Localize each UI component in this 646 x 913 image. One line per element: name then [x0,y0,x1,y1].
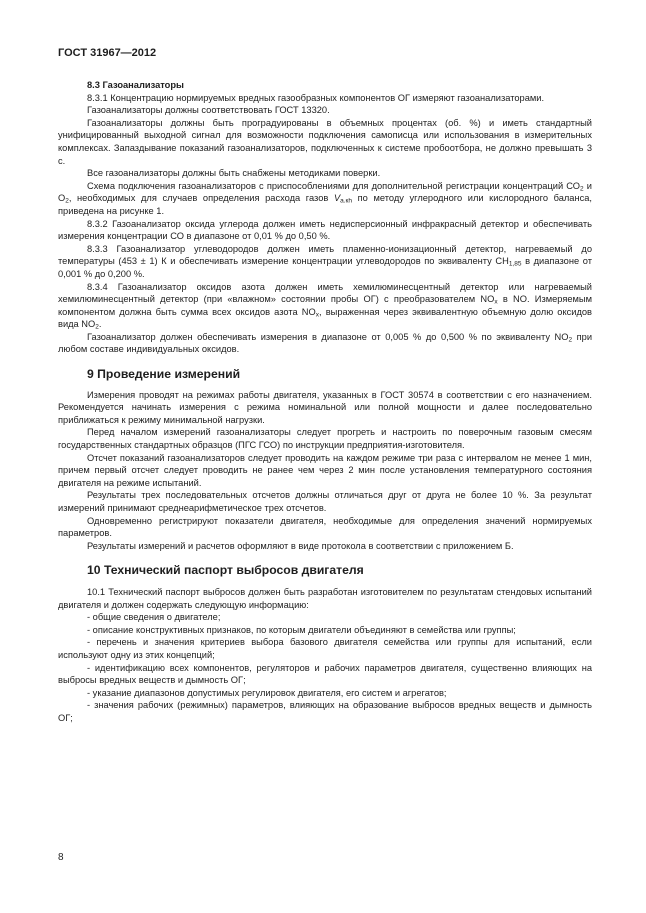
list-item: - перечень и значения критериев выбора базового двигателя семейства или группы для испытаний, если используют одну из этих концепций; [58,637,592,660]
paragraph-calibration: Газоанализаторы должны быть проградуированы в объемных процентах (об. %) и иметь стандартный унифицированный выходной сигнал для возможности подключения самописца или использования в измерительных комплексах. Запаздывание показаний газоанализаторов, подключенных к системе пробоотбора, не должно превышать 3 с. [58,117,592,166]
page-number: 8 [58,852,64,863]
paragraph-9-3: Отсчет показаний газоанализаторов следует проводить на каждом режиме три раза с интервалом не менее 1 мин, причем первый отсчет следует проводить не ранее чем через 2 мин после установления температурного состояния двигателя на режиме испытаний. [58,452,592,488]
paragraph-verification: Все газоанализаторы должны быть снабжены методиками поверки. [87,168,381,179]
list-item: - значения рабочих (режимных) параметров, влияющих на образование выбросов вредных веществ и дымность ОГ; [58,700,592,723]
paragraph-8-3-1: 8.3.1 Концентрацию нормируемых вредных газообразных компонентов ОГ измеряют газоанализаторами. [87,92,545,103]
subsection-title-8-3: 8.3 Газоанализаторы [87,80,184,90]
list-item: - описание конструктивных признаков, по которым двигатели объединяют в семейства или группы; [87,624,516,635]
section-title-9: 9 Проведение измерений [87,367,241,382]
paragraph-9-6: Результаты измерений и расчетов оформляют в виде протокола в соответствии с приложением Б. [87,540,514,551]
paragraph-8-3-2: 8.3.2 Газоанализатор оксида углерода должен иметь недисперсионный инфракрасный детектор и обеспечивать измерения концентрации СО в диапазоне от 0,01 % до 0,50 %. [58,218,592,242]
list-item: - идентификацию всех компонентов, регуляторов и рабочих параметров двигателя, существенно влияющих на выбросы вредных веществ и дымность ОГ; [58,662,592,686]
paragraph-8-3-3: 8.3.3 Газоанализатор углеводородов должен иметь пламенно-ионизационный детектор, нагреваемый до температуры (453 ± 1) К и обеспечивать измерение концентрации углеводородов по эквиваленту $СН_{1,85}$ в диапазоне от 0,001 % до 0,200 %. [58,243,592,279]
paragraph-9-5: Одновременно регистрируют показатели двигателя, необходимые для определения значений нормируемых параметров. [58,515,592,539]
document-header: ГОСТ 31967—2012 [58,47,157,59]
paragraph-10-1: 10.1 Технический паспорт выбросов должен быть разработан изготовителем по результатам стендовых испытаний двигателя и должен содержать следующую информацию: [58,586,592,610]
list-item: - общие сведения о двигателе; [87,612,221,623]
paragraph-connection-scheme: Схема подключения газоанализаторов с приспособлениями для дополнительной регистрации концентраций $СО_2$ и $О_2$, необходимых для случаев определения расхода газов $V_{a.кh}$ по методу углеродного или кислородного баланса, приведена на рисунке 1. [58,180,593,216]
paragraph-9-2: Перед началом измерений газоанализаторы следует прогреть и настроить по поверочным газовым смесям государственных стандартных образцов (ПГС ГСО) по инструкции предприятия-изготовителя. [58,427,592,451]
paragraph-8-3-4: 8.3.4 Газоанализатор оксидов азота должен иметь хемилюминесцентный детектор или нагреваемый хемилюминесцентный детектор (при «влажном» состоянии пробы ОГ) с преобразователем $NО_x$ в NО. Измеряемым компонентом должна быть сумма всех оксидов азота $NО_x$, выраженная через эквивалентную объемную долю оксидов вида $NО_2$. [58,281,593,331]
paragraph-nox-range: Газоанализатор должен обеспечивать измерения в диапазоне от 0,005 % до 0,500 % по эквиваленту $NО_2$ при любом составе индивидуальных оксидов. [58,331,593,355]
paragraph-gost-13320: Газоанализаторы должны соответствовать ГОСТ 13320. [87,105,330,116]
paragraph-9-4: Результаты трех последовательных отсчетов должны отличаться друг от друга не более 10 %. За результат измерений принимают среднеарифметическое трех отсчетов. [58,490,592,513]
list-item: - указание диапазонов допустимых регулировок двигателя, его систем и агрегатов; [87,687,447,698]
paragraph-9-1: Измерения проводят на режимах работы двигателя, указанных в ГОСТ 30574 в соответствии с его назначением. Рекомендуется начинать измерения с режима номинальной или полной мощности и далее последовательно приближаться к режиму минимальной нагрузки. [58,389,592,425]
section-title-10: 10 Технический паспорт выбросов двигателя [87,563,364,578]
page-body [58,79,592,725]
